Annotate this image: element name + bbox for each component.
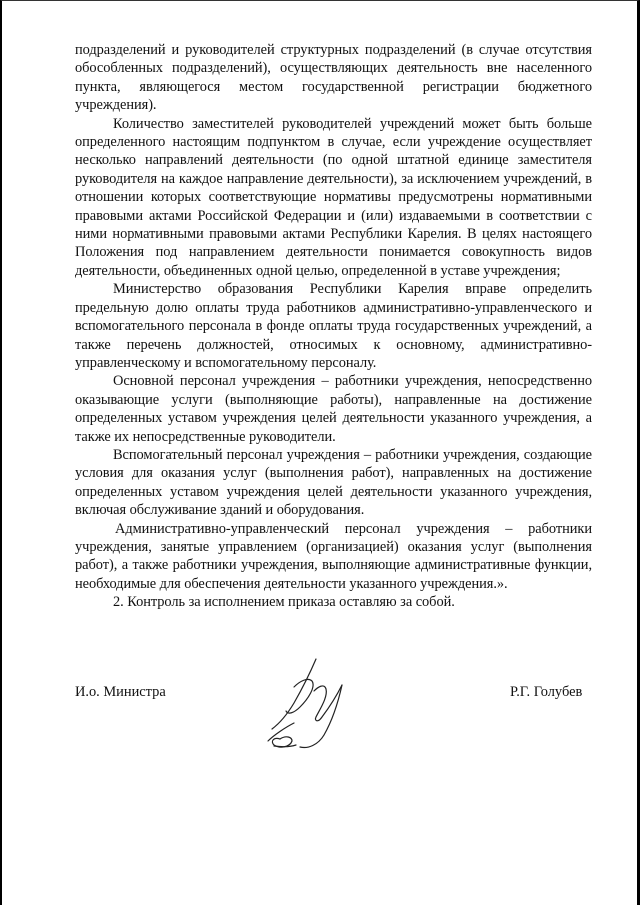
paragraph-ministry-rights: Министерство образования Республики Карелия вправе определить предельную долю оплаты труда работников административно-управленческого и вспомогательного персонала в фонде оплаты труда государственных учреждений, а также перечень должностей, относимых к основному, административно-управленческому и вспомогательному персоналу.: [75, 281, 592, 371]
paragraph-control-clause: 2. Контроль за исполнением приказа оставляю за собой.: [113, 594, 455, 611]
handwritten-signature: [254, 651, 374, 756]
signatory-position: И.о. Министра: [75, 684, 166, 700]
paragraph-deputy-count: Количество заместителей руководителей учреждений может быть больше определенного настоящим подпунктом в случае, если учреждение осуществляет несколько направлений деятельности (по одной штатной единице заместителя руководителя на каждое направление деятельности), за исключением учреждений, в отношении которых соответствующие нормативы предусмотрены нормативными правовыми актами Российской Федерации и (или) издаваемыми в соответствии с ними нормативными правовыми актами Республики Карелия. В целях настоящего Положения под направлением деятельности понимается совокупность видов деятельности, объединенных одной целью, определенной в уставе учреждения;: [75, 115, 592, 279]
paragraph-main-staff: Основной персонал учреждения – работники учреждения, непосредственно оказывающие услуги (выполняющие работы), направленные на достижение определенных уставом учреждения целей деятельности указанного учреждения, а также их непосредственные руководители.: [75, 373, 592, 445]
paragraph-auxiliary-staff: Вспомогательный персонал учреждения – работники учреждения, создающие условия для оказания услуг (выполнения работ), направленных на достижение определенных уставом учреждения целей деятельности указанного учреждения, включая обслуживание зданий и оборудования.: [75, 446, 592, 519]
paragraph-admin-staff: Административно-управленческий персонал учреждения – работники учреждения, занятые управлением (организацией) оказания услуг (выполнения работ), а также работники учреждения, выполняющие административные функции, необходимые для обеспечения деятельности указанного учреждения.».: [75, 520, 592, 592]
signatory-name: Р.Г. Голубев: [510, 684, 583, 700]
document-body: [75, 41, 592, 612]
paragraph-continuation: подразделений и руководителей структурных подразделений (в случае отсутствия обособленных подразделений), осуществляющих деятельность вне населенного пункта, являющегося местом государственной регистрации бюджетного учреждения).: [75, 42, 592, 114]
